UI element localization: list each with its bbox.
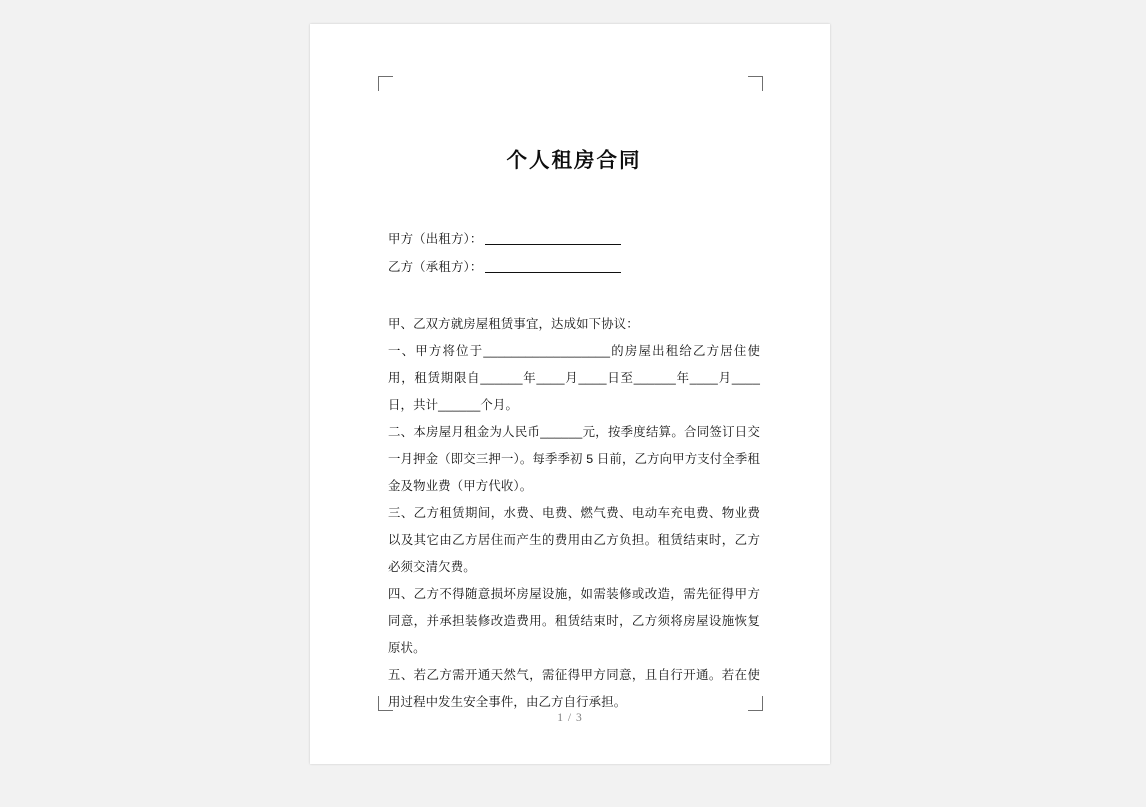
clause-paragraph-1: 一、甲方将位于__________________的房屋出租给乙方居住使用，租赁期限自______年____月____日至______年____月____日，共计______个月。 bbox=[388, 344, 760, 412]
clause-paragraph-5: 五、若乙方需开通天然气，需征得甲方同意，且自行开通。若在使用过程中发生安全事件，由乙方自行承担。 bbox=[388, 668, 760, 709]
intro-paragraph: 甲、乙双方就房屋租赁事宜，达成如下协议： bbox=[388, 317, 639, 331]
clause-paragraph-4: 四、乙方不得随意损坏房屋设施，如需装修或改造，需先征得甲方同意，并承担装修改造费用。租赁结束时，乙方须将房屋设施恢复原状。 bbox=[388, 587, 760, 655]
document-content bbox=[388, 114, 760, 716]
parties-spacer bbox=[388, 281, 760, 311]
crop-mark-top-left-icon bbox=[378, 76, 393, 91]
party-blank-tenant[interactable] bbox=[485, 272, 621, 273]
clause-paragraph-3: 三、乙方租赁期间，水费、电费、燃气费、电动车充电费、物业费以及其它由乙方居住而产生的费用由乙方负担。租赁结束时，乙方必须交清欠费。 bbox=[388, 506, 760, 574]
party-label-landlord: 甲方（出租方）： bbox=[388, 232, 483, 246]
document-title: 个人租房合同 bbox=[506, 150, 642, 172]
title-spacer bbox=[388, 173, 760, 225]
party-label-tenant: 乙方（承租方）： bbox=[388, 260, 483, 274]
page-number-indicator: 1 / 3 bbox=[557, 712, 583, 724]
party-line-landlord bbox=[388, 225, 760, 253]
crop-mark-top-right-icon bbox=[748, 76, 763, 91]
party-line-tenant bbox=[388, 253, 760, 281]
clause-paragraph-2: 二、本房屋月租金为人民币______元，按季度结算。合同签订日交一月押金（即交三押一）。每季季初 5 日前，乙方向甲方支付全季租金及物业费（甲方代收）。 bbox=[388, 425, 760, 493]
party-blank-landlord[interactable] bbox=[485, 244, 621, 245]
document-page bbox=[310, 24, 830, 764]
